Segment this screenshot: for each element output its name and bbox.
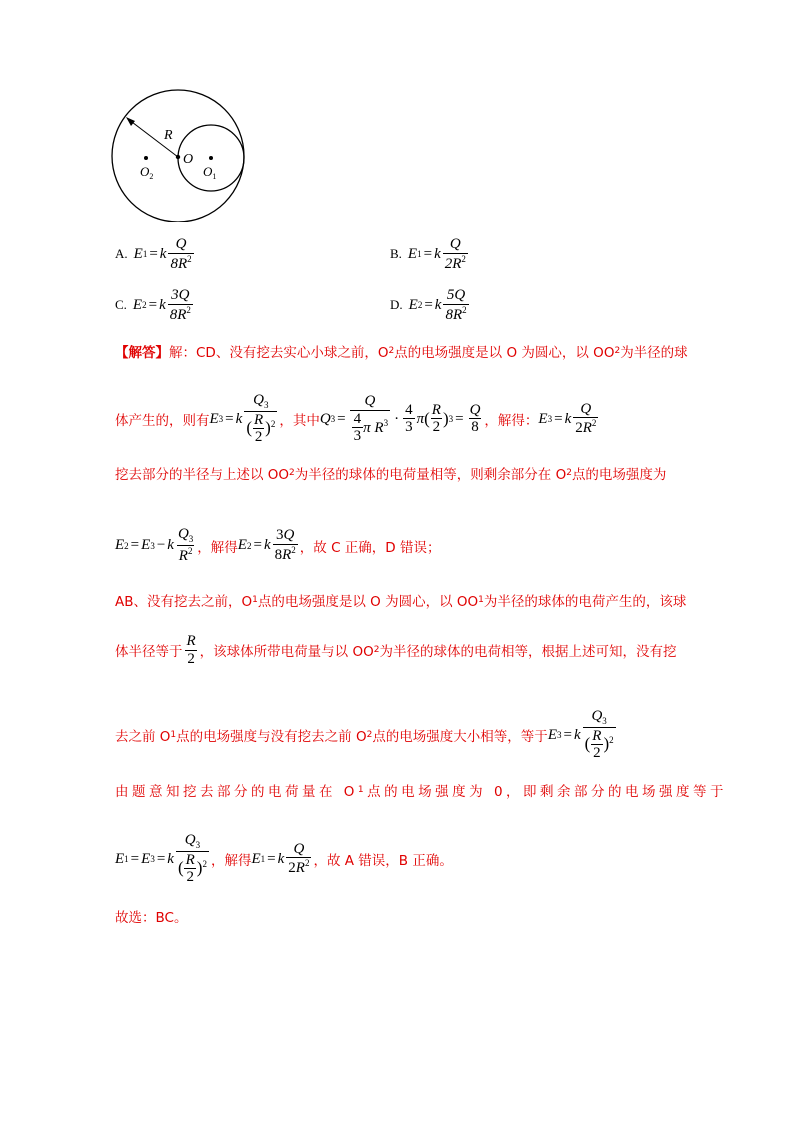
option-C-letter: C.: [115, 297, 127, 313]
radius-arrowhead: [126, 117, 135, 126]
formula-E1: E 1 = E 3 = k $Q_3$ ( $\frac{R}{2}$ )$^2$: [115, 832, 207, 886]
solution-line-9: E 1 = E 3 = k $Q_3$ ( $\frac{R}{2}$ )$^2$ ，解得 E 1 = k $\frac{Q}{2R^2}$ ，故 A 错误，B 正确。: [115, 832, 453, 886]
option-D: D. E 2 = k $\frac{5Q}{8R^2}$: [390, 287, 467, 323]
label-O2: $O_2$: [140, 164, 154, 181]
solution-line-8: 由题意知挖去部分的电荷量在 O 1 点的电场强度为 0，即剩余部分的电场强度等于: [115, 784, 728, 800]
option-D-letter: D.: [390, 297, 403, 313]
label-R: R: [164, 128, 173, 143]
formula-E1-result: E 1 = k $\frac{Q}{2R^2}$: [251, 840, 310, 877]
solution-line-7: 去之前 O 1 点的电场强度与没有挖去之前 O 2 点的电场强度大小相等，等于 E 3 = k $Q_3$ ( $\frac{R}{2}$ )$^2$: [115, 708, 618, 763]
formula-E2: E 2 = E 3 − k $\frac{Q_3}{R^2}$: [115, 526, 194, 564]
solution-line-3: 挖去部分的半径与上述以 OO 2 为半径的球体的电荷量相等，则剩余部分在 O 2 点的电场强度为: [115, 467, 667, 483]
center-O2-dot: [144, 156, 148, 160]
solution-line-6: 体半径等于 $\frac{R}{2}$ ，该球体所带电荷量与以 OO 2 为半径的球体的电荷相等，根据上述可知，没有挖: [115, 633, 677, 667]
solution-line-5: AB、没有挖去之前，O 1 点的电场强度是以 O 为圆心，以 OO 1 为半径的球体的电荷产生的，该球: [115, 594, 687, 610]
center-O-dot: [176, 155, 180, 159]
option-A-letter: A.: [115, 246, 128, 262]
option-B: B. E 1 = k $\frac{Q}{2R^2}$: [390, 236, 466, 272]
formula-Q3: Q 3 = Q $\frac{4}{3}$ π $R^3$ · $\frac{4}{3}$ π ( $\frac{R}{2}$ ) 3 = $\frac{Q}{8}$: [319, 393, 481, 445]
solution-line-4: E 2 = E 3 − k $\frac{Q_3}{R^2}$ ，解得 E 2 = k $\frac{3Q}{8R^2}$ ，故 C 正确，D 错误；: [115, 526, 441, 564]
center-O1-dot: [209, 156, 213, 160]
formula-E3: E 3 = k $Q_3$ ( $\frac{R}{2}$ )$^2$: [209, 392, 276, 446]
circle-figure: [108, 86, 248, 222]
option-C: C. E 2 = k $\frac{3Q}{8R^2}$: [115, 287, 191, 323]
option-B-letter: B.: [390, 246, 402, 262]
option-A: A. E 1 = k $\frac{Q}{8R^2}$: [115, 236, 192, 272]
solution-line-1: 【解答】 解：CD、没有挖去实心小球之前，O 2 点的电场强度是以 O 为圆心，以 OO 2 为半径的球: [115, 341, 688, 361]
solution-tag: 【解答】: [115, 345, 169, 361]
answer-line: 故选：BC。: [115, 910, 188, 926]
formula-E3-result: E 3 = k $\frac{Q}{2R^2}$: [538, 400, 597, 437]
formula-E2-result: E 2 = k $\frac{3Q}{8R^2}$: [237, 527, 296, 563]
label-O: O: [183, 152, 194, 167]
label-O1: $O_1$: [203, 164, 217, 181]
formula-R-half: $\frac{R}{2}$: [186, 633, 196, 667]
formula-E3-repeat: E 3 = k $Q_3$ ( $\frac{R}{2}$ )$^2$: [547, 708, 614, 762]
solution-line-2: 体产生的，则有 E 3 = k $Q_3$ ( $\frac{R}{2}$ )$^2$ ，其中 Q 3 = Q $\frac{4}{3}$ π $R^3$ · $\frac{4}{3}$ π ( $\frac{R}{2}$ ) 3 = $\frac{Q}{8}$ ，解得： E 3 = k $\frac{Q}{2R^2}$: [115, 392, 600, 447]
